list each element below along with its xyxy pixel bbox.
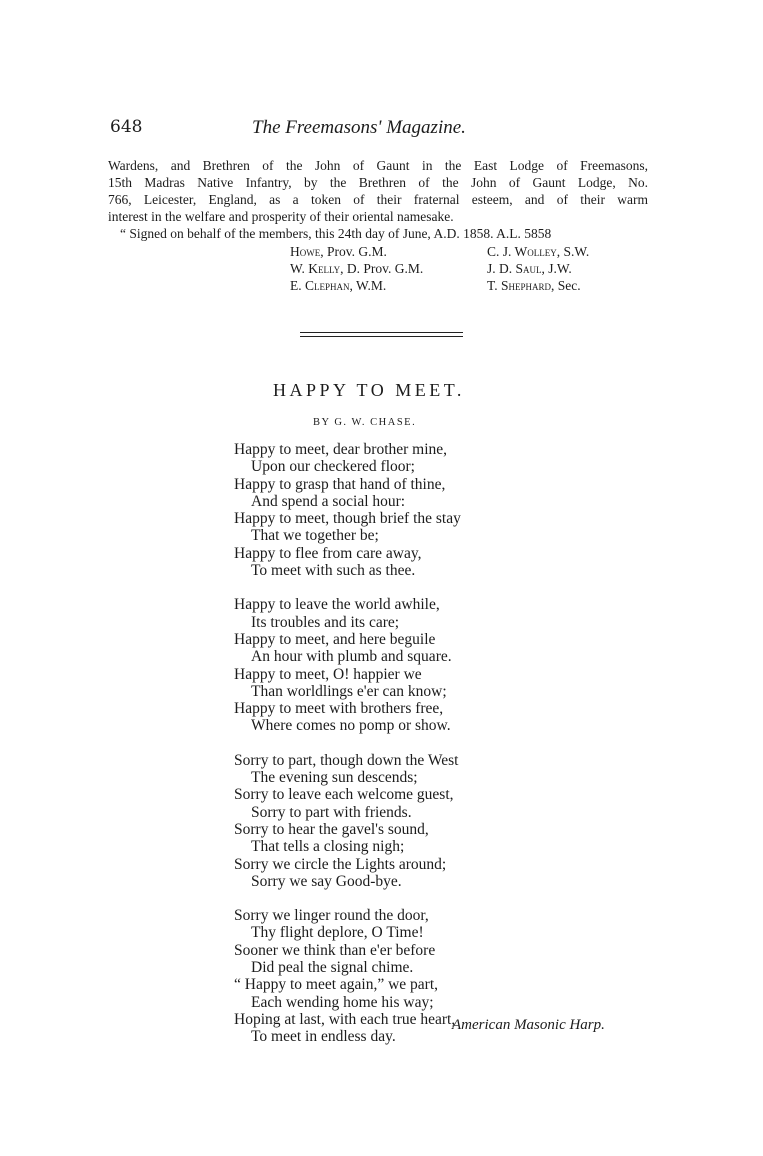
poem-line: Its troubles and its care;: [251, 613, 400, 631]
poem-line: Sorry we circle the Lights around;: [234, 855, 447, 873]
signatory-name: J. D. Saul: [487, 261, 542, 276]
signatory: [487, 260, 572, 277]
letter-line: 15th Madras Native Infantry, by the Brethren of the John of Gaunt Lodge, No.: [108, 175, 648, 190]
poem-body: [234, 441, 461, 1063]
poem-line: That we together be;: [251, 527, 379, 545]
poem-line: Each wending home his way;: [251, 993, 434, 1011]
signatory-title: , D. Prov. G.M.: [340, 261, 424, 276]
poem-line: “ Happy to meet again,” we part,: [234, 976, 438, 994]
signatory-row: [290, 277, 589, 294]
signatory-title: , Prov. G.M.: [320, 244, 387, 259]
letter-paragraph: [108, 157, 648, 242]
poem-line: Where comes no pomp or show.: [251, 717, 451, 735]
poem-line: Happy to meet, and here beguile: [234, 630, 436, 648]
signatory: [487, 277, 581, 294]
poem-title: HAPPY TO MEET.: [273, 380, 465, 400]
signatory-title: , J.W.: [541, 261, 572, 276]
poem-line: Happy to meet, though brief the stay: [234, 510, 461, 528]
poem-line: Happy to flee from care away,: [234, 544, 422, 562]
poem-line: Sorry we linger round the door,: [234, 907, 429, 925]
poem-line: An hour with plumb and square.: [251, 648, 452, 666]
signatory-title: , Sec.: [551, 278, 581, 293]
poem-stanza: [234, 907, 461, 1045]
signatory-title: , S.W.: [556, 244, 590, 259]
poem-line: To meet in endless day.: [251, 1028, 396, 1046]
signatory: [487, 243, 589, 260]
section-divider: [300, 332, 463, 333]
poem-line: Happy to grasp that hand of thine,: [234, 475, 446, 493]
poem-line: To meet with such as thee.: [251, 562, 416, 580]
poem-line: Happy to leave the world awhile,: [234, 596, 440, 614]
poem-line: Sorry to part with friends.: [251, 803, 412, 821]
signatory: [290, 260, 487, 277]
signed-line: “ Signed on behalf of the members, this 24th day of June, A.D. 1858. A.L. 5858: [120, 226, 552, 241]
signatory-name: W. Kelly: [290, 261, 341, 276]
letter-line: 766, Leicester, England, as a token of their fraternal esteem, and of their warm: [108, 192, 648, 207]
poem-line: Hoping at last, with each true heart,: [234, 1010, 456, 1028]
poem-line: That tells a closing nigh;: [251, 838, 405, 856]
poem-line: Sorry to leave each welcome guest,: [234, 786, 454, 804]
poem-line: Sooner we think than e'er before: [234, 941, 436, 959]
poem-stanza: [234, 596, 461, 734]
poem-line: The evening sun descends;: [251, 769, 418, 787]
letter-line: interest in the welfare and prosperity of their oriental namesake.: [108, 209, 454, 224]
signatory: [290, 277, 487, 294]
poem-line: Upon our checkered floor;: [251, 458, 415, 476]
poem-line: Thy flight deplore, O Time!: [251, 924, 424, 942]
poem-line: Sorry to part, though down the West: [234, 751, 459, 769]
poem-stanza: [234, 752, 461, 890]
poem-line: Happy to meet, O! happier we: [234, 665, 422, 683]
poem-line: Sorry we say Good-bye.: [251, 872, 402, 890]
signatory-name: Howe: [290, 244, 321, 259]
signatory-name: T. Shephard: [487, 278, 552, 293]
signatory-row: [290, 260, 589, 277]
poem-line: And spend a social hour:: [251, 492, 406, 510]
poem-line: Happy to meet with brothers free,: [234, 700, 444, 718]
poem-line: Sorry to hear the gavel's sound,: [234, 820, 429, 838]
signatories: [290, 243, 589, 294]
signatory-row: [290, 243, 589, 260]
poem-line: Did peal the signal chime.: [251, 959, 414, 977]
poem-byline: BY G. W. CHASE.: [313, 417, 417, 428]
poem-line: Than worldlings e'er can know;: [251, 682, 447, 700]
signatory: [290, 243, 487, 260]
poem-stanza: [234, 441, 461, 579]
section-divider: [300, 336, 463, 337]
page-number: 648: [110, 117, 143, 137]
running-title: The Freemasons' Magazine.: [252, 117, 466, 138]
letter-line: Wardens, and Brethren of the John of Gaunt in the East Lodge of Freemasons,: [108, 158, 648, 173]
signatory-title: , W.M.: [349, 278, 387, 293]
signatory-name: C. J. Wolley: [487, 244, 557, 259]
poem-line: Happy to meet, dear brother mine,: [234, 441, 448, 458]
poem-attribution: American Masonic Harp.: [452, 1017, 605, 1033]
signatory-name: E. Clephan: [290, 278, 350, 293]
